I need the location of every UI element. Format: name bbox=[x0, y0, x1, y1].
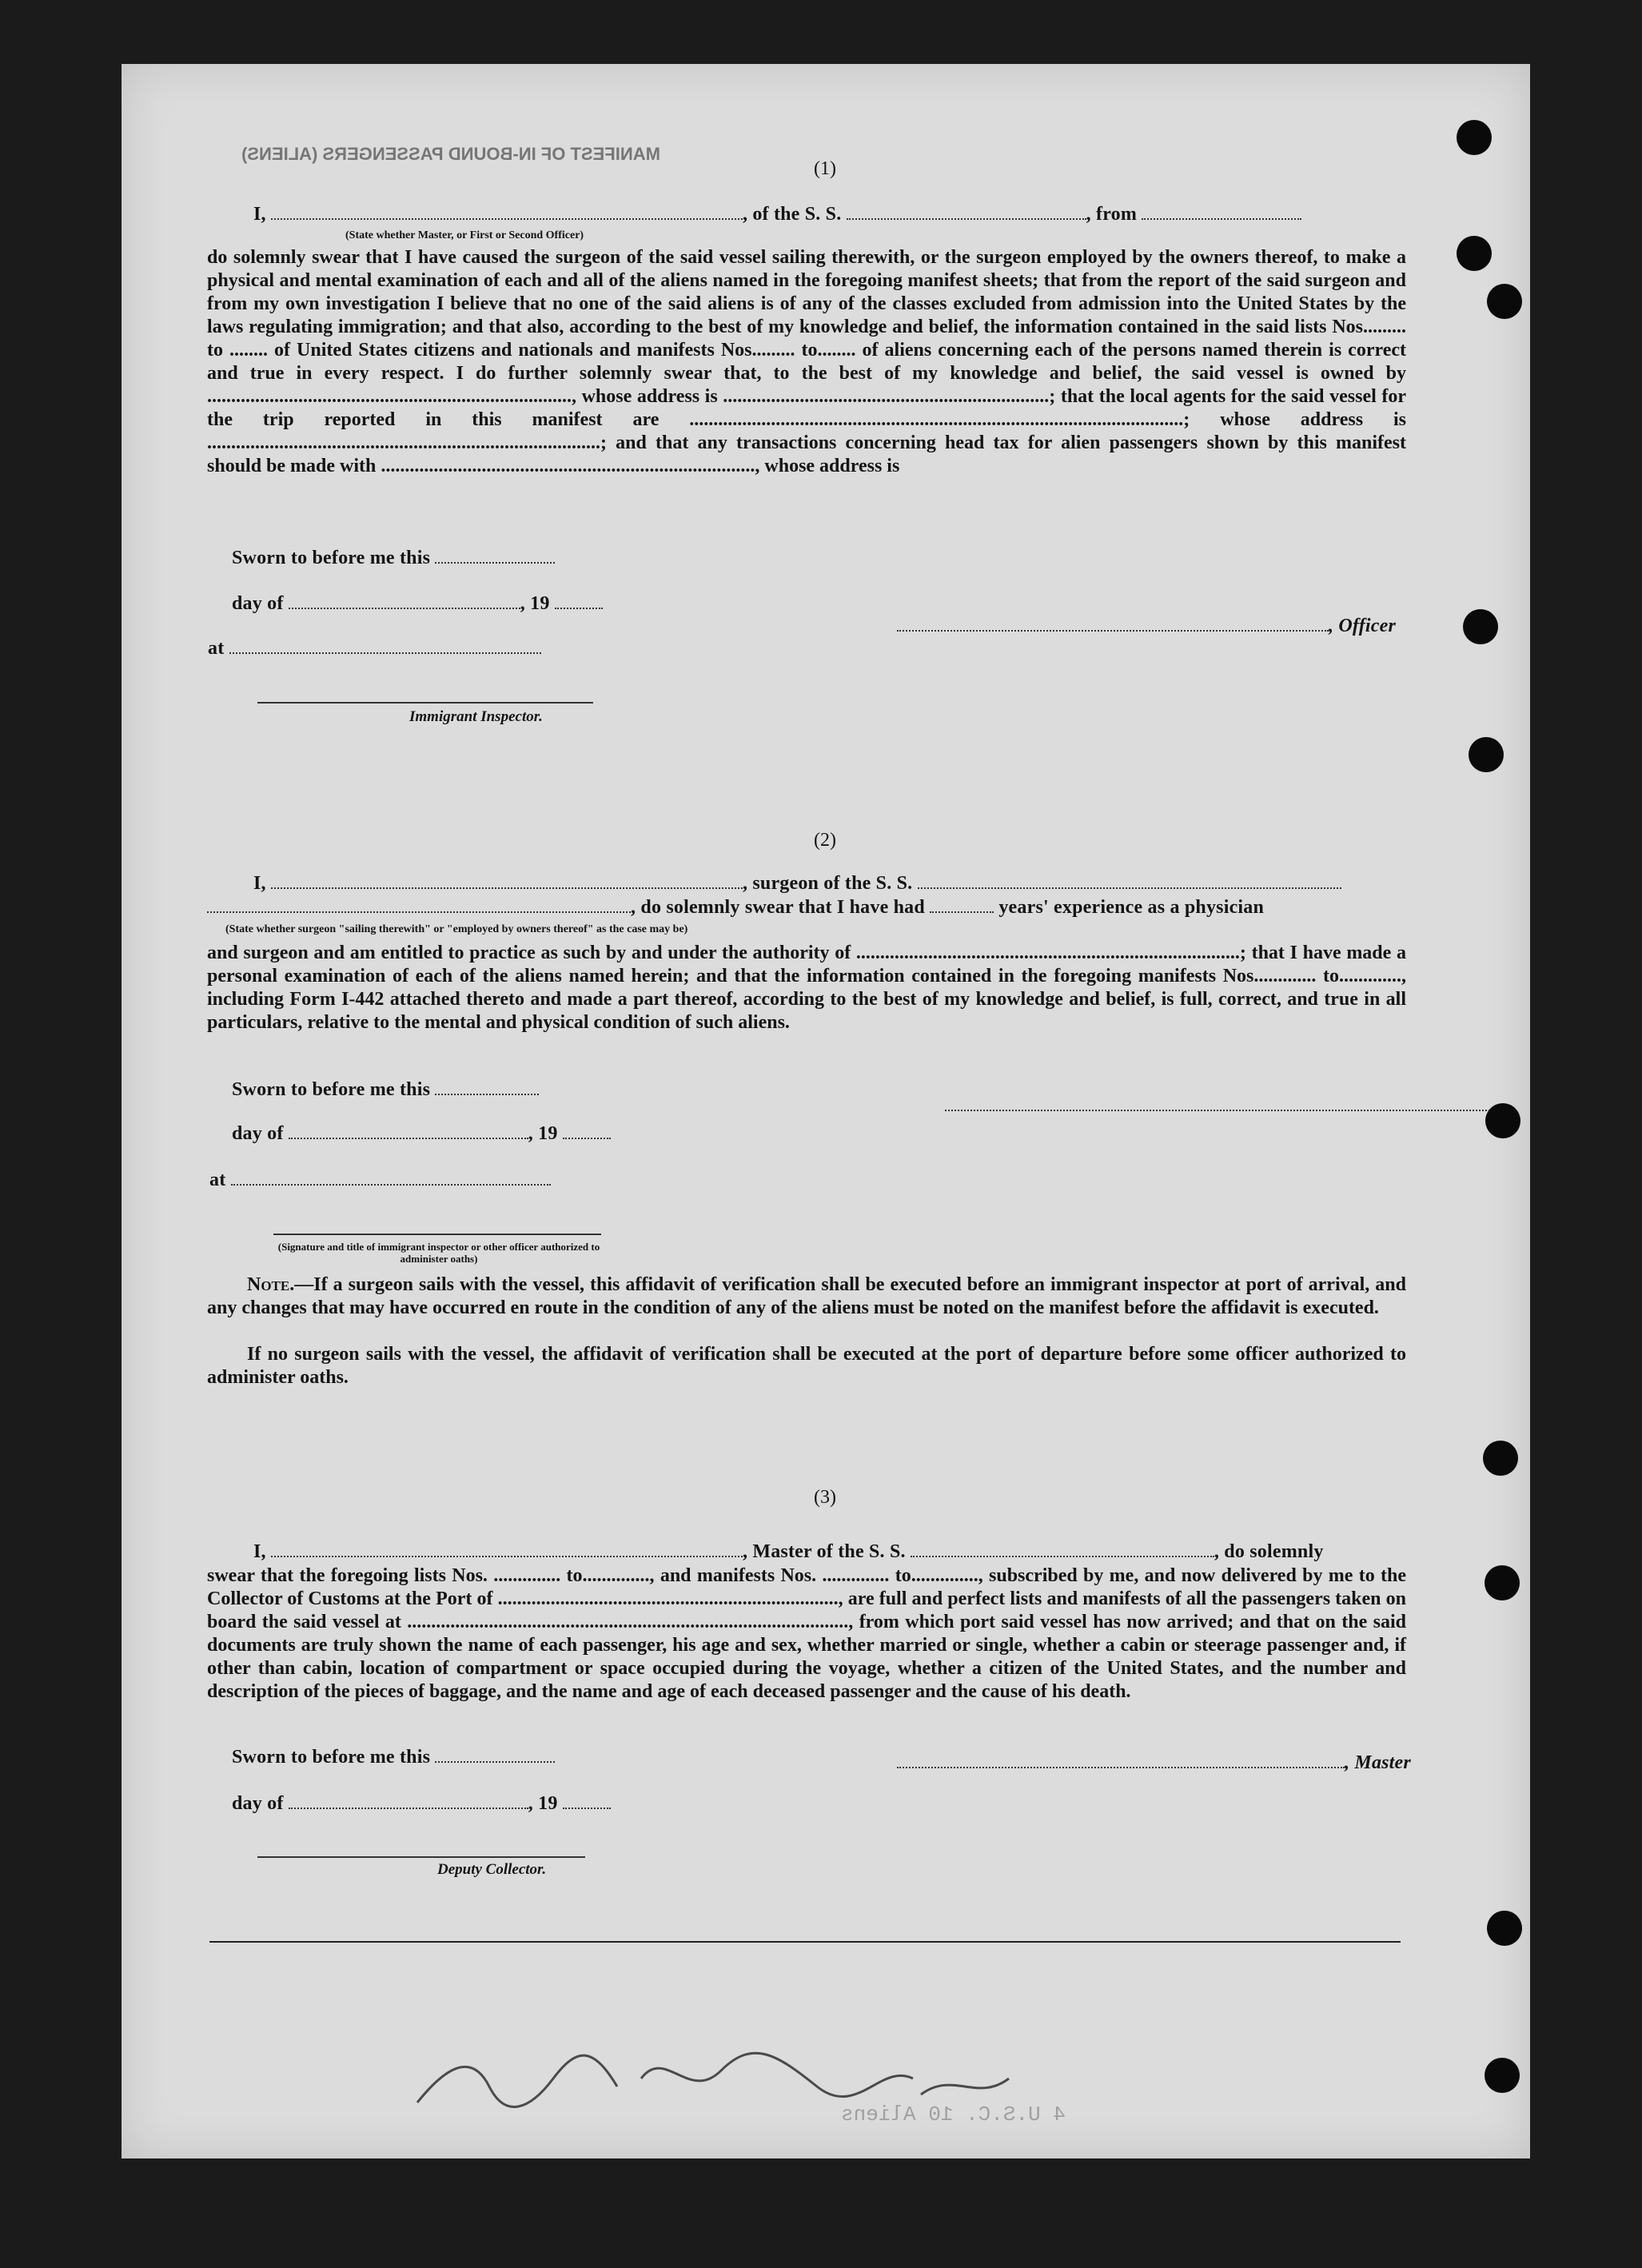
officer-label: , Officer bbox=[1329, 616, 1396, 636]
year-field-2[interactable] bbox=[563, 1123, 611, 1139]
binder-hole bbox=[1483, 1441, 1518, 1476]
section-2-sworn bbox=[232, 1079, 539, 1101]
section-1-sub-caption: (State whether Master, or First or Second Officer) bbox=[345, 229, 584, 241]
years-field[interactable] bbox=[930, 897, 994, 913]
master-signature-line bbox=[897, 1752, 1411, 1774]
binder-hole bbox=[1485, 1565, 1520, 1600]
note-2: If no surgeon sails with the vessel, the affidavit of verification shall be executed at the port of departure before some officer authorized to administer oaths. bbox=[207, 1344, 1406, 1388]
year-field-3[interactable] bbox=[563, 1793, 611, 1809]
sworn-date-field[interactable] bbox=[435, 548, 555, 564]
note-1 bbox=[207, 1274, 1406, 1320]
surgeon-of-label: , surgeon of the S. S. bbox=[742, 873, 913, 894]
section-2-inspector-rule bbox=[273, 1234, 601, 1235]
binder-hole bbox=[1487, 284, 1522, 319]
departure-port-field[interactable] bbox=[1142, 204, 1301, 220]
day-field[interactable] bbox=[289, 593, 520, 609]
day-field-3[interactable] bbox=[289, 1793, 528, 1809]
surgeon-name-field[interactable] bbox=[271, 873, 743, 889]
years-label: years' experience as a physician bbox=[998, 897, 1265, 918]
binder-hole bbox=[1463, 609, 1498, 644]
section-2-signature-line bbox=[945, 1095, 1497, 1117]
binder-hole bbox=[1485, 2058, 1520, 2093]
section-2-number: (2) bbox=[814, 830, 836, 851]
officer-signature-field[interactable] bbox=[897, 616, 1329, 632]
collector-rule bbox=[257, 1856, 585, 1858]
vessel-name-field[interactable] bbox=[847, 204, 1086, 220]
day-field-2[interactable] bbox=[289, 1123, 528, 1139]
section-1-oath-paragraph: do solemnly swear that I have caused the surgeon of the said vessel sailing therewith, or the surgeon employed by the owners thereof, to make a physical and mental examination of each and all of the aliens named in the foregoing manifest sheets; that from the report of the said surgeon and from my own investigation I believe that no one of the said aliens is of any of the classes excluded from admission into the United States by the laws regulating immigration; and that also, according to the best of my knowledge and belief, the information contained in the said lists Nos......... to ........ of United States citizens and nationals and manifests Nos......... to........ of aliens concerning each of the persons named therein is correct and true in every respect. I do further solemnly swear that, to the best of my knowledge and belief, the said vessel is owned by ............................................................................, whose address is ....................................................................; that the local agents for the said vessel for the trip reported in this manifest are .......................................................................................................; whose address is ..................................................................................; and that any transactions concerning head tax for alien passengers shown by this manifest should be made with .............................................................................., whose address is bbox=[207, 247, 1406, 476]
section-3-day bbox=[232, 1793, 611, 1815]
section-3-i-label: I, bbox=[253, 1541, 266, 1562]
officer-signature-line bbox=[897, 616, 1396, 637]
solemn-label-3: , do solemnly bbox=[1214, 1541, 1324, 1562]
sworn-date-field-2[interactable] bbox=[435, 1079, 539, 1095]
inspector-signature-rule bbox=[257, 702, 593, 704]
day-label-2: day of bbox=[232, 1123, 284, 1144]
section-1-ss-label: , of the S. S. bbox=[742, 204, 842, 225]
section-2-at bbox=[209, 1170, 551, 1191]
binder-hole bbox=[1487, 1911, 1522, 1946]
at-label-2: at bbox=[209, 1170, 226, 1190]
master-name-field[interactable] bbox=[271, 1541, 743, 1557]
sworn-label: Sworn to before me this bbox=[232, 548, 431, 568]
master-label: , Master bbox=[1345, 1752, 1411, 1773]
surgeon-status-field[interactable] bbox=[207, 897, 631, 913]
year-label: , 19 bbox=[520, 593, 550, 614]
section-1-number: (1) bbox=[814, 158, 836, 179]
manifest-back-page bbox=[122, 64, 1530, 2158]
binder-hole bbox=[1457, 236, 1492, 271]
at-field-2[interactable] bbox=[231, 1170, 551, 1186]
section-1-i-label: I, bbox=[253, 204, 266, 225]
section-2-i-label: I, bbox=[253, 873, 266, 894]
binder-hole bbox=[1469, 737, 1504, 772]
sworn-label-3: Sworn to before me this bbox=[232, 1747, 431, 1768]
note-label: Note. bbox=[247, 1274, 295, 1295]
section-3-oath-paragraph: swear that the foregoing lists Nos. .............. to.............., and manifests Nos. .............. to.............., subscribed by me, and now delivered by me to the Collector of Customs at the Port of ......................................................................., are full and perfect lists and manifests of all the passengers taken on board the said vessel at ............................................................................................, from which port said vessel has now arrived; and that on the said documents are truly shown the name of each passenger, his age and sex, whether married or single, whether a cabin or steerage passenger and, if other than cabin, location of compartment or space occupied during the voyage, whether a citizen of the United States, and the number and description of the pieces of baggage, and the name and age of each deceased passenger and the cause of his death. bbox=[207, 1565, 1406, 1702]
section-1-from-label: , from bbox=[1086, 204, 1138, 225]
section-2-years-line bbox=[207, 897, 1264, 919]
year-field[interactable] bbox=[555, 593, 603, 609]
year-label-2: , 19 bbox=[528, 1123, 558, 1144]
section-2-day bbox=[232, 1123, 611, 1145]
day-label: day of bbox=[232, 593, 284, 614]
inspector-caption: Immigrant Inspector. bbox=[409, 708, 543, 725]
note-1-text: —If a surgeon sails with the vessel, this affidavit of verification shall be executed before an immigrant inspector at port of arrival, and any changes that may have occurred en route in the condition of any of the aliens must be noted on the manifest before the affidavit is executed. bbox=[207, 1274, 1406, 1318]
section-3-number: (3) bbox=[814, 1487, 836, 1508]
section-1-at bbox=[208, 638, 541, 660]
master-of-label: , Master of the S. S. bbox=[742, 1541, 906, 1562]
section-2-oath-paragraph: and surgeon and am entitled to practice as such by and under the authority of ................................................................................; that I have made a personal examination of each of the aliens named herein; and that the information contained in the foregoing manifests Nos............. to............., including Form I-442 attached thereto and made a part thereof, according to the best of my knowledge and belief, is full, correct, and true in all particulars, relative to the mental and physical condition of such aliens. bbox=[207, 943, 1406, 1033]
at-label: at bbox=[208, 638, 225, 659]
section-3-oath-line bbox=[253, 1541, 1324, 1563]
header-ghost-text: MANIFEST OF IN-BOUND PASSENGERS (ALIENS) bbox=[241, 144, 660, 164]
master-vessel-field[interactable] bbox=[911, 1541, 1214, 1557]
solemn-label: , do solemnly swear that I have had bbox=[631, 897, 925, 918]
at-field[interactable] bbox=[229, 638, 541, 654]
binder-hole bbox=[1485, 1103, 1520, 1138]
section-1-day bbox=[232, 593, 603, 615]
section-2-sub-caption: (State whether surgeon "sailing therewith" or "employed by owners thereof" as the case may be) bbox=[225, 923, 688, 935]
footer-ghost-text: 4 U.S.C. 10 Aliens bbox=[841, 2103, 1066, 2126]
year-label-3: , 19 bbox=[528, 1793, 558, 1814]
section-2-signature-field[interactable] bbox=[945, 1095, 1497, 1111]
day-label-3: day of bbox=[232, 1793, 284, 1814]
bottom-rule bbox=[209, 1941, 1401, 1943]
section-2-sig-caption: (Signature and title of immigrant inspector or other officer authorized to administer oaths) bbox=[277, 1241, 600, 1265]
section-1-sworn bbox=[232, 548, 555, 569]
section-1-oath-line bbox=[253, 204, 1301, 225]
surgeon-vessel-field[interactable] bbox=[918, 873, 1341, 889]
section-3-sworn bbox=[232, 1747, 555, 1768]
section-2-oath-line bbox=[253, 873, 1341, 895]
sworn-date-field-3[interactable] bbox=[435, 1747, 555, 1763]
sworn-label-2: Sworn to before me this bbox=[232, 1079, 431, 1100]
collector-caption: Deputy Collector. bbox=[437, 1861, 547, 1878]
binder-hole bbox=[1457, 120, 1492, 155]
master-signature-field[interactable] bbox=[897, 1752, 1345, 1768]
officer-name-field[interactable] bbox=[271, 204, 743, 220]
